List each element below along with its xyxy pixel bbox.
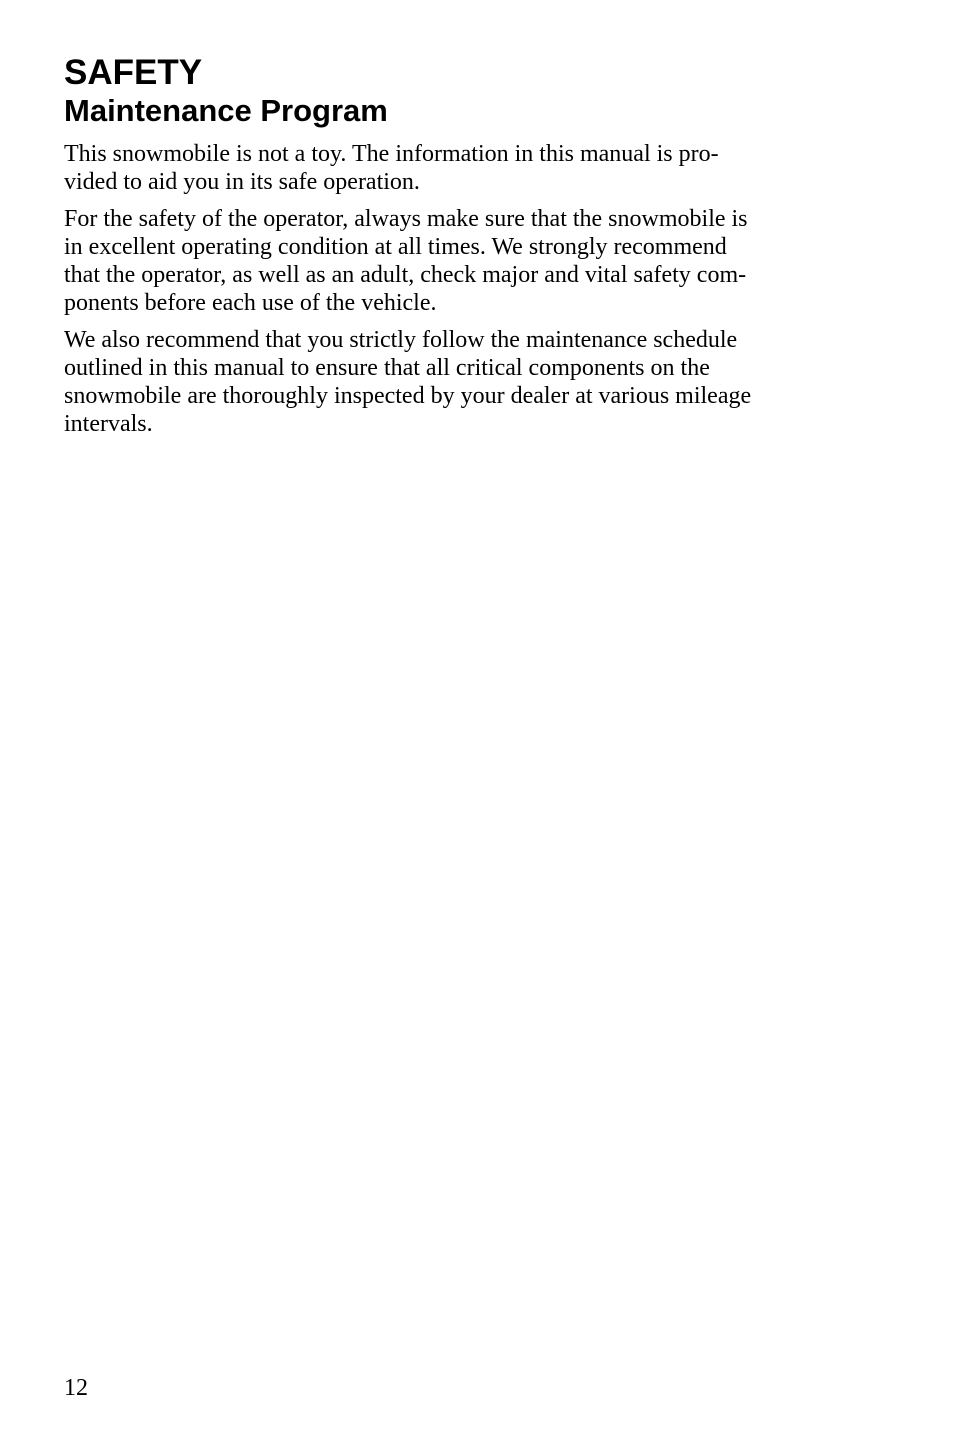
subsection-title: Maintenance Program (64, 93, 388, 128)
section-title: SAFETY (64, 53, 203, 92)
paragraph-maintenance-schedule: We also recommend that you strictly follow the maintenance schedule outlined in this manual to ensure that all critical components on the snowmobile are thoroughly inspected by your dealer at various mileage intervals. (64, 327, 752, 437)
paragraph-intro: This snowmobile is not a toy. The information in this manual is pro- vided to aid you in its safe operation. (64, 141, 719, 195)
paragraph-operator-safety: For the safety of the operator, always make sure that the snowmobile is in excellent operating condition at all times. We strongly recommend that the operator, as well as an adult, check major and vital safety com- ponents before each use of the vehicle. (64, 206, 748, 316)
page-content (64, 53, 864, 447)
page-number: 12 (64, 1375, 88, 1401)
